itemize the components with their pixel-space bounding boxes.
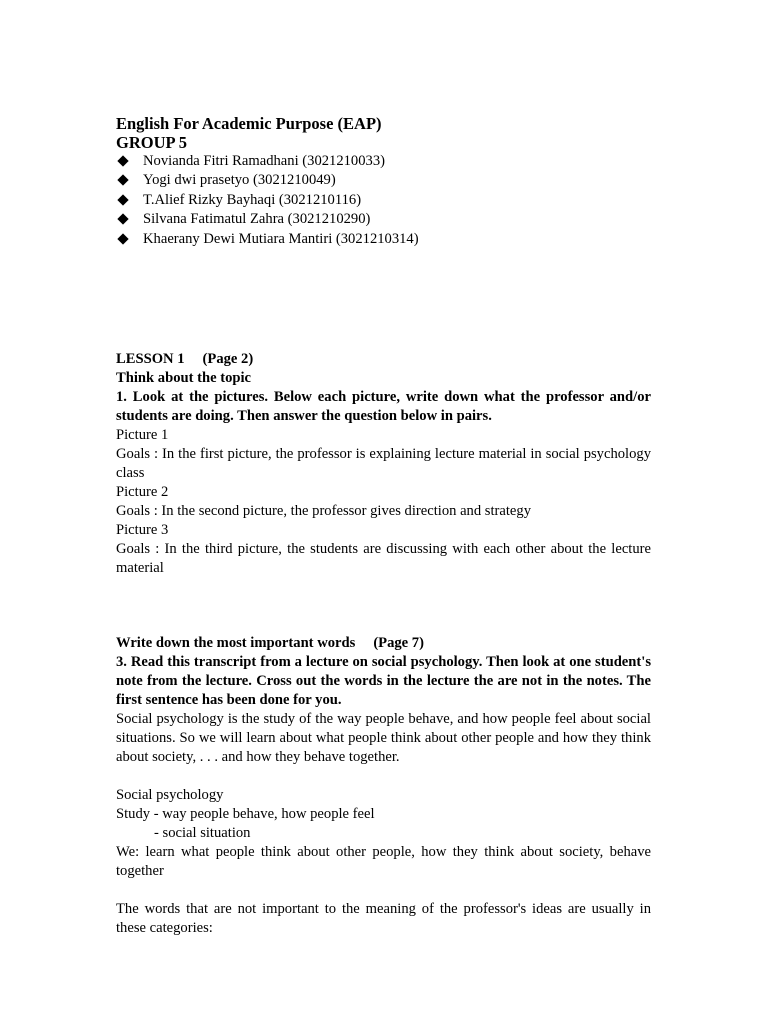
- list-item: [116, 171, 651, 190]
- diamond-bullet-icon: [117, 194, 128, 205]
- goal-text: In the first picture, the professor is explaining lecture material in social psychology class: [116, 445, 651, 481]
- lesson1-instruction: 1. Look at the pictures. Below each picture, write down what the professor and/or students are doing. Then answer the question below in pairs.: [116, 388, 651, 424]
- section2-page-ref: (Page 7): [373, 634, 424, 651]
- lesson1-subheading: Think about the topic: [116, 369, 252, 386]
- section2-heading: Write down the most important words: [116, 634, 356, 651]
- notes-line-2: Study - way people behave, how people feel: [116, 805, 375, 822]
- picture-2-goal: [116, 502, 651, 521]
- member-name: T.Alief Rizky Bayhaqi (3021210116): [143, 191, 362, 208]
- lecture-transcript: Social psychology is the study of the way people behave, and how people feel about social situations. So we will learn about what people think about other people and how they think about society, . . . and how they behave together.: [116, 710, 651, 765]
- list-item: [116, 152, 651, 171]
- section2-instruction: 3. Read this transcript from a lecture on social psychology. Then look at one student's note from the lecture. Cross out the words in the lecture the are not in the notes. The first sentence has been done for you.: [116, 653, 651, 708]
- goal-text: In the third picture, the students are discussing with each other about the lecture material: [116, 540, 651, 576]
- lesson1-heading-row: [116, 350, 651, 369]
- picture-3-label: Picture 3: [116, 521, 169, 538]
- notes-line-4: We: learn what people think about other people, how they think about society, behave together: [116, 843, 651, 879]
- member-name: Novianda Fitri Ramadhani (3021210033): [143, 153, 385, 169]
- lesson1-heading: LESSON 1: [116, 350, 185, 367]
- goal-prefix: Goals :: [116, 540, 165, 557]
- list-item: [116, 230, 651, 249]
- group-title: GROUP 5: [116, 133, 188, 152]
- list-item: [116, 191, 651, 210]
- member-name: Yogi dwi prasetyo (3021210049): [143, 172, 336, 189]
- picture-3-goal: [116, 540, 651, 578]
- notes-line-3: - social situation: [154, 824, 251, 841]
- document-page: [116, 114, 651, 938]
- lesson1-page-ref: (Page 2): [202, 350, 254, 367]
- member-name: Silvana Fatimatul Zahra (3021210290): [143, 211, 371, 228]
- diamond-bullet-icon: [117, 175, 128, 186]
- notes-line-1: Social psychology: [116, 786, 224, 803]
- goal-prefix: Goals :: [116, 502, 162, 519]
- list-item: [116, 210, 651, 229]
- section2-heading-row: [116, 634, 651, 653]
- diamond-bullet-icon: [117, 233, 128, 244]
- closing-paragraph: The words that are not important to the meaning of the professor's ideas are usually in these categories:: [116, 900, 651, 936]
- course-title: English For Academic Purpose (EAP): [116, 114, 382, 133]
- diamond-bullet-icon: [117, 214, 128, 225]
- member-list: [116, 152, 651, 249]
- picture-1-goal: [116, 445, 651, 483]
- picture-2-label: Picture 2: [116, 483, 169, 500]
- diamond-bullet-icon: [117, 155, 128, 166]
- goal-text: In the second picture, the professor gives direction and strategy: [161, 502, 531, 519]
- picture-1-label: Picture 1: [116, 426, 169, 443]
- goal-prefix: Goals :: [116, 445, 163, 462]
- member-name: Khaerany Dewi Mutiara Mantiri (3021210314): [143, 230, 419, 247]
